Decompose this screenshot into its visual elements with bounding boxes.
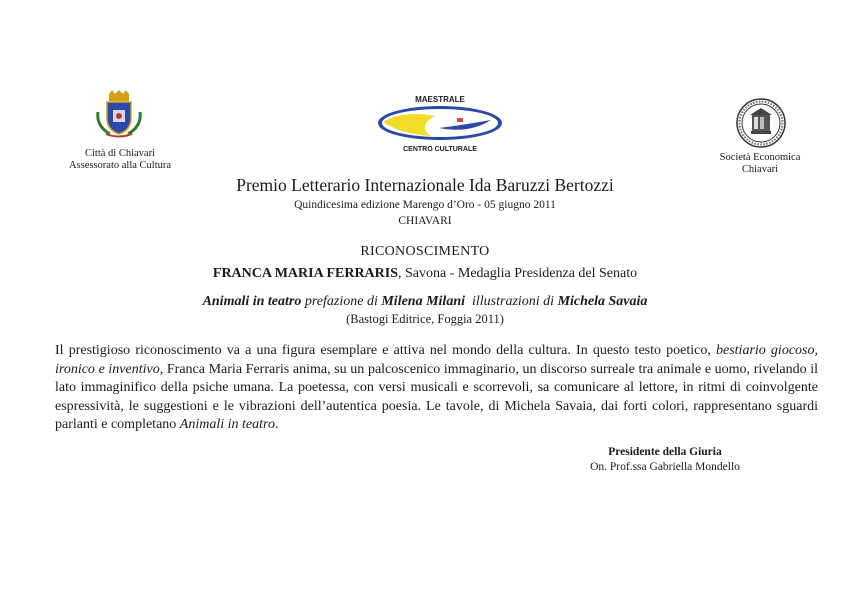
right-logo-caption [690,152,830,176]
preface-label: prefazione di [301,294,382,309]
right-caption-line1: Società Economica [719,152,801,163]
paragraph-part-3: . [274,417,279,433]
left-logo-caption [40,148,200,172]
paragraph-part-1: Il prestigioso riconoscimento va a una figura esemplare e attiva nel mondo della cultura. In questo testo poetico, [55,343,716,358]
chiavari-crest-logo [92,90,146,140]
publisher-line: (Bastogi Editrice, Foggia 2011) [346,312,504,326]
laureate-line [0,266,850,282]
prize-title: Premio Letterario Internazionale Ida Baruzzi Bertozzi [236,175,614,195]
laureate-details: , Savona - Medaglia Presidenza del Senato [398,266,638,281]
maestrale-logo [373,92,507,154]
preface-name: Milena Milani [381,294,465,309]
city-line: CHIAVARI [398,215,452,227]
book-line [0,294,850,310]
paragraph-italic-1: bestiario giocoso, ironico e inventivo [55,343,818,377]
signature-title: Presidente della Giuria [608,446,722,458]
motivation-paragraph [55,342,818,435]
section-heading: RICONOSCIMENTO [360,244,490,259]
edition-line: Quindicesima edizione Marengo d’Oro - 05 giugno 2011 [294,199,556,211]
laureate-name: FRANCA MARIA FERRARIS [212,266,399,281]
illustrations-name: Michela Savaia [557,294,648,309]
maestrale-logo-top-text: MAESTRALE [415,95,465,104]
left-caption-line1: Città di Chiavari [85,148,155,159]
societa-economica-seal [735,97,787,149]
left-caption-line2: Assessorato alla Cultura [68,160,172,171]
illustrations-label: illustrazioni di [465,294,558,309]
paragraph-part-2: , Franca Maria Ferraris anima, su un palcoscenico immaginario, un discorso surreale tra animale e uomo, rivelando il lato immaginifico della psiche umana. La poetessa, con versi musicali e scorrevoli, sa comunicare al lettore, in ritmi di coinvolgente espressività, le suggestioni e le vibrazioni dell’autentica poesia. Le tavole, di Michela Savaia, dai forti colori, rappresentano sguardi parlanti e completano [55,361,818,433]
right-caption-line2: Chiavari [741,164,779,175]
paragraph-italic-2: Animali in teatro [179,417,275,433]
signature-name: On. Prof.ssa Gabriella Mondello [590,461,740,473]
book-title: Animali in teatro [202,294,302,309]
maestrale-logo-bottom-text: CENTRO CULTURALE [403,146,477,153]
